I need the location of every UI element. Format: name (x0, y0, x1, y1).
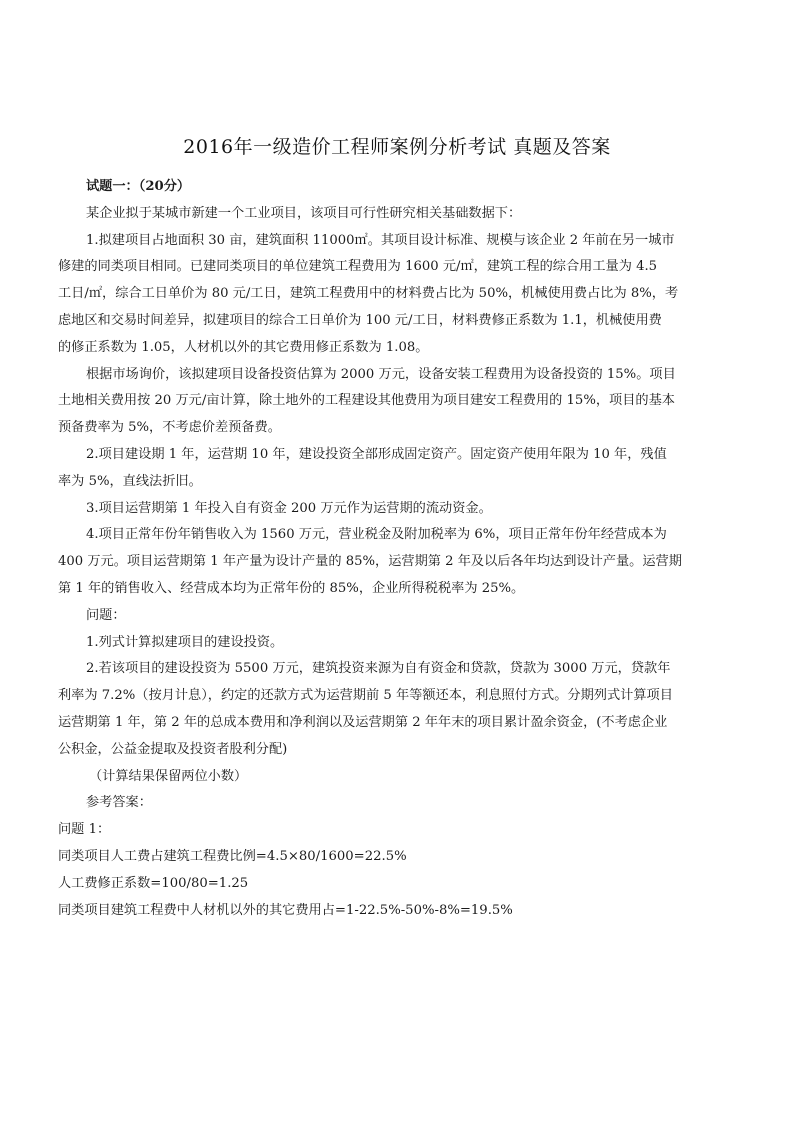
answer-label: 参考答案： (86, 795, 152, 811)
answer-q1-label: 问题 1： (58, 822, 111, 838)
answer-line: 人工费修正系数=100/80=1.25 (58, 875, 249, 891)
answer-line: 同类项目建筑工程费中人材机以外的其它费用占=1-22.5%-50%-8%=19.5% (58, 902, 513, 918)
item3-line: 3.项目运营期第 1 年投入自有资金 200 万元作为运营期的流动资金。 (86, 500, 492, 516)
item1-line: 工日/㎡，综合工日单价为 80 元/工日，建筑工程费用中的材料费占比为 50%，机械使用费占比为 8%，考 (58, 286, 679, 302)
calc-note: （计算结果保留两位小数） (89, 768, 248, 784)
item4-line: 400 万元。项目运营期第 1 年产量为设计产量的 85%，运营期第 2 年及以后各年均达到设计产量。运营期 (58, 554, 682, 570)
item1-line: 修建的同类项目相同。已建同类项目的单位建筑工程费用为 1600 元/㎡，建筑工程的综合用工量为 4.5 (58, 259, 658, 275)
item4-line: 第 1 年的销售收入、经营成本均为正常年份的 85%，企业所得税税率为 25%。 (58, 580, 525, 596)
answer-line: 同类项目人工费占建筑工程费比例=4.5×80/1600=22.5% (58, 848, 407, 864)
intro-paragraph: 某企业拟于某城市新建一个工业项目，该项目可行性研究相关基础数据下： (86, 205, 522, 221)
market-line: 土地相关费用按 20 万元/亩计算，除土地外的工程建设其他费用为项目建安工程费用的 15%，项目的基本 (58, 393, 675, 409)
item1-line: 1.拟建项目占地面积 30 亩，建筑面积 11000㎡。其项目设计标准、规模与该企业 2 年前在另一城市 (86, 232, 675, 248)
item1-line: 的修正系数为 1.05，人材机以外的其它费用修正系数为 1.08。 (58, 339, 429, 355)
item2-line: 率为 5%，直线法折旧。 (58, 473, 202, 489)
question-1: 1.列式计算拟建项目的建设投资。 (86, 634, 284, 650)
item2-line: 2.项目建设期 1 年，运营期 10 年，建设投资全部形成固定资产。固定资产使用年限为 10 年，残值 (86, 446, 667, 462)
questions-label: 问题： (86, 607, 126, 623)
question-2-line: 2.若该项目的建设投资为 5500 万元，建筑投资来源为自有资金和贷款，贷款为 3000 万元，贷款年 (86, 661, 671, 677)
item4-line: 4.项目正常年份年销售收入为 1560 万元，营业税金及附加税率为 6%，项目正常年份年经营成本为 (86, 527, 667, 543)
market-line: 根据市场询价，该拟建项目设备投资估算为 2000 万元，设备安装工程费用为设备投资的 15%。项目 (86, 366, 676, 382)
question-2-line: 公积金，公益金提取及投资者股利分配) (58, 741, 288, 757)
question-2-line: 利率为 7.2%（按月计息），约定的还款方式为运营期前 5 年等额还本，利息照付方式。分期列式计算项目 (58, 688, 673, 704)
document-body (58, 174, 742, 924)
market-line: 预备费率为 5%，不考虑价差预备费。 (58, 420, 281, 436)
item1-line: 虑地区和交易时间差异，拟建项目的综合工日单价为 100 元/工日，材料费修正系数为 1.1，机械使用费 (58, 312, 662, 328)
question-2-line: 运营期第 1 年，第 2 年的总成本费用和净利润以及运营期第 2 年年末的项目累计盈余资金，(不考虑企业 (58, 714, 668, 730)
question-heading: 试题一：（20分） (86, 179, 191, 194)
document-title: 2016年一级造价工程师案例分析考试 真题及答案 (183, 136, 611, 158)
